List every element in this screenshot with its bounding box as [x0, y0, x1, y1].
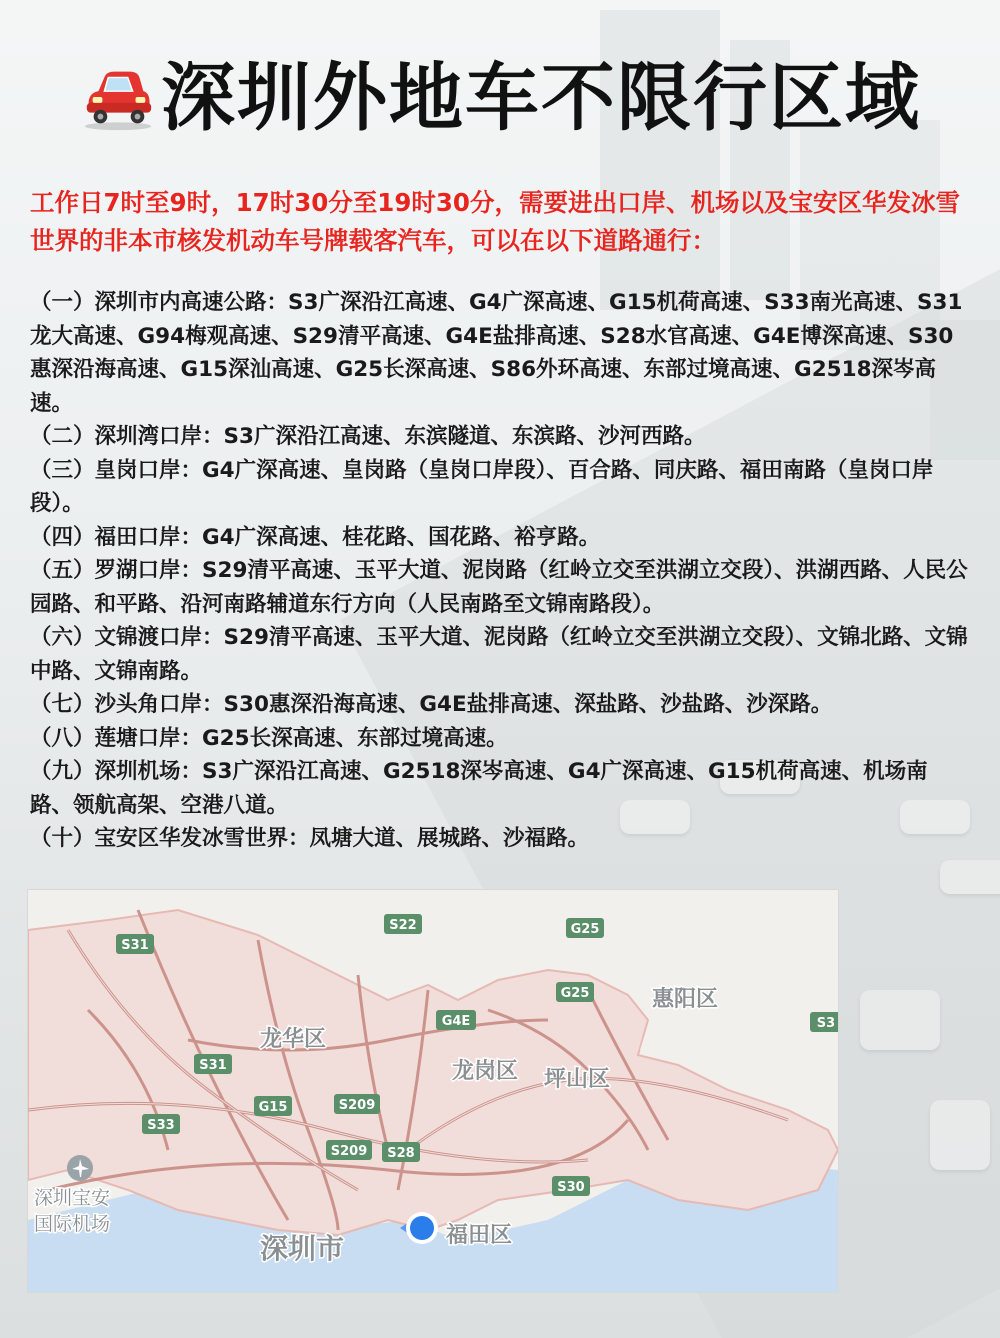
region-label: 龙华区	[260, 1027, 327, 1052]
road-shield	[810, 1012, 838, 1032]
airport-label: 深圳宝安	[34, 1187, 111, 1209]
svg-text:S30: S30	[557, 1180, 585, 1195]
svg-text:S209: S209	[330, 1144, 368, 1159]
road-shield	[142, 1114, 180, 1134]
list-item: （七）沙头角口岸：S30惠深沿海高速、G4E盐排高速、深盐路、沙盐路、沙深路。	[30, 692, 833, 717]
region-label: 惠阳区	[652, 987, 719, 1012]
airport-label: 国际机场	[34, 1213, 111, 1235]
svg-text:S33: S33	[147, 1118, 175, 1133]
road-shield	[556, 982, 594, 1002]
region-label: 坪山区	[544, 1067, 611, 1092]
list-item: （四）福田口岸：G4广深高速、桂花路、国花路、裕亨路。	[30, 524, 601, 550]
route-list	[30, 286, 970, 856]
svg-text:S3: S3	[816, 1016, 836, 1031]
road-shield	[436, 1010, 476, 1030]
svg-text:S31: S31	[121, 938, 149, 953]
region-label: 深圳市	[260, 1232, 345, 1265]
svg-text:G25: G25	[560, 986, 590, 1001]
svg-text:S22: S22	[389, 918, 417, 933]
road-shield	[384, 914, 422, 934]
red-car-icon	[79, 63, 157, 133]
region-label: 龙岗区	[452, 1059, 519, 1084]
intro-text: 工作日7时至9时，17时30分至19时30分，需要进出口岸、机场以及宝安区华发冰雪世界的非本市核发机动车号牌载客汽车，可以在以下道路通行：	[30, 188, 960, 255]
svg-text:S31: S31	[199, 1058, 227, 1073]
list-item: （一）深圳市内高速公路：S3广深沿江高速、G4广深高速、G15机荷高速、S33南光高速、S31龙大高速、G94梅观高速、S29清平高速、G4E盐排高速、S28水官高速、G4E博深高速、S30惠深沿海高速、G15深汕高速、G25长深高速、S86外环高速、东部过境高速、G2518深岑高速。	[30, 290, 963, 416]
list-item: （二）深圳湾口岸：S3广深沿江高速、东滨隧道、东滨路、沙河西路。	[30, 424, 706, 449]
road-shield	[552, 1176, 590, 1196]
list-item: （三）皇岗口岸：G4广深高速、皇岗路（皇岗口岸段）、百合路、同庆路、福田南路（皇岗口岸段）。	[30, 457, 934, 516]
page-title: 深圳外地车不限行区域	[161, 55, 921, 141]
svg-text:G15: G15	[258, 1100, 288, 1115]
list-item: （六）文锦渡口岸：S29清平高速、玉平大道、泥岗路（红岭立交至洪湖立交段）、文锦北路、文锦中路、文锦南路。	[30, 625, 968, 684]
shenzhen-map	[28, 890, 838, 1292]
title-row	[0, 48, 1000, 148]
map-canvas	[28, 890, 838, 1292]
svg-text:G25: G25	[570, 922, 600, 937]
svg-text:G4E: G4E	[441, 1014, 471, 1029]
road-shield	[326, 1140, 372, 1160]
road-shield	[194, 1054, 232, 1074]
list-item: （五）罗湖口岸：S29清平高速、玉平大道、泥岗路（红岭立交至洪湖立交段）、洪湖西路、人民公园路、和平路、沿河南路辅道东行方向（人民南路至文锦南路段）。	[30, 558, 968, 617]
road-shield	[566, 918, 604, 938]
airport-icon	[67, 1155, 93, 1181]
road-shield	[254, 1096, 292, 1116]
road-shield	[116, 934, 154, 954]
svg-text:S28: S28	[387, 1146, 415, 1161]
svg-text:S209: S209	[338, 1098, 376, 1113]
region-label: 福田区	[446, 1223, 513, 1248]
road-shield	[382, 1142, 420, 1162]
list-item: （十）宝安区华发冰雪世界：凤塘大道、展城路、沙福路。	[30, 826, 590, 851]
list-item: （九）深圳机场：S3广深沿江高速、G2518深岑高速、G4广深高速、G15机荷高速、机场南路、领航高架、空港八道。	[30, 759, 928, 818]
list-item: （八）莲塘口岸：G25长深高速、东部过境高速。	[30, 725, 508, 751]
road-shield	[334, 1094, 380, 1114]
